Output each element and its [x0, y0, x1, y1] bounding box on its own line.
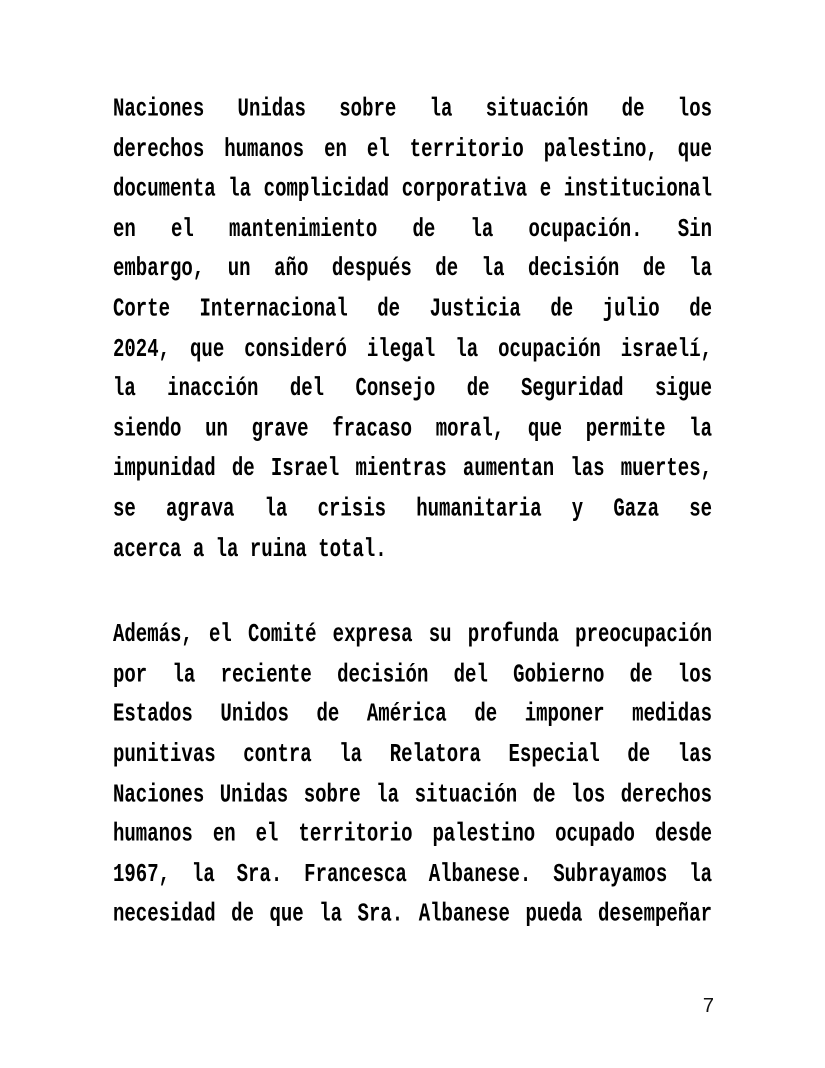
text-line: Estados Unidos de América de imponer medidas [113, 699, 712, 729]
text-line: necesidad de que la Sra. Albanese pueda desempeñar [113, 899, 712, 929]
text-line: Además, el Comité expresa su profunda preocupación [113, 619, 712, 650]
text-line: embargo, un año después de la decisión de la [113, 253, 712, 284]
text-line: se agrava la crisis humanitaria y Gaza se [113, 493, 712, 524]
document-body [113, 90, 712, 935]
paragraph [113, 615, 712, 935]
text-line: documenta la complicidad corporativa e institucional [113, 173, 712, 204]
paragraph [113, 90, 712, 569]
text-line: 2024, que consideró ilegal la ocupación israelí, [113, 333, 712, 364]
text-line: derechos humanos en el territorio palestino, que [113, 134, 712, 164]
text-line: 1967, la Sra. Francesca Albanese. Subrayamos la [113, 859, 712, 889]
text-line: Naciones Unidas sobre la situación de los [113, 94, 712, 124]
text-line: la inacción del Consejo de Seguridad sigue [113, 373, 712, 404]
text-line: acerca a la ruina total. [113, 533, 387, 564]
text-line: punitivas contra la Relatora Especial de las [113, 739, 712, 769]
text-line: Naciones Unidas sobre la situación de los derechos [113, 779, 712, 809]
text-line: Corte Internacional de Justicia de julio de [113, 293, 712, 324]
text-line: siendo un grave fracaso moral, que permite la [113, 413, 712, 444]
text-line: humanos en el territorio palestino ocupado desde [113, 819, 712, 849]
page-number: 7 [702, 995, 714, 1017]
text-line: en el mantenimiento de la ocupación. Sin [113, 213, 712, 244]
text-line: impunidad de Israel mientras aumentan las muertes, [113, 453, 712, 484]
text-line: por la reciente decisión del Gobierno de los [113, 659, 712, 690]
